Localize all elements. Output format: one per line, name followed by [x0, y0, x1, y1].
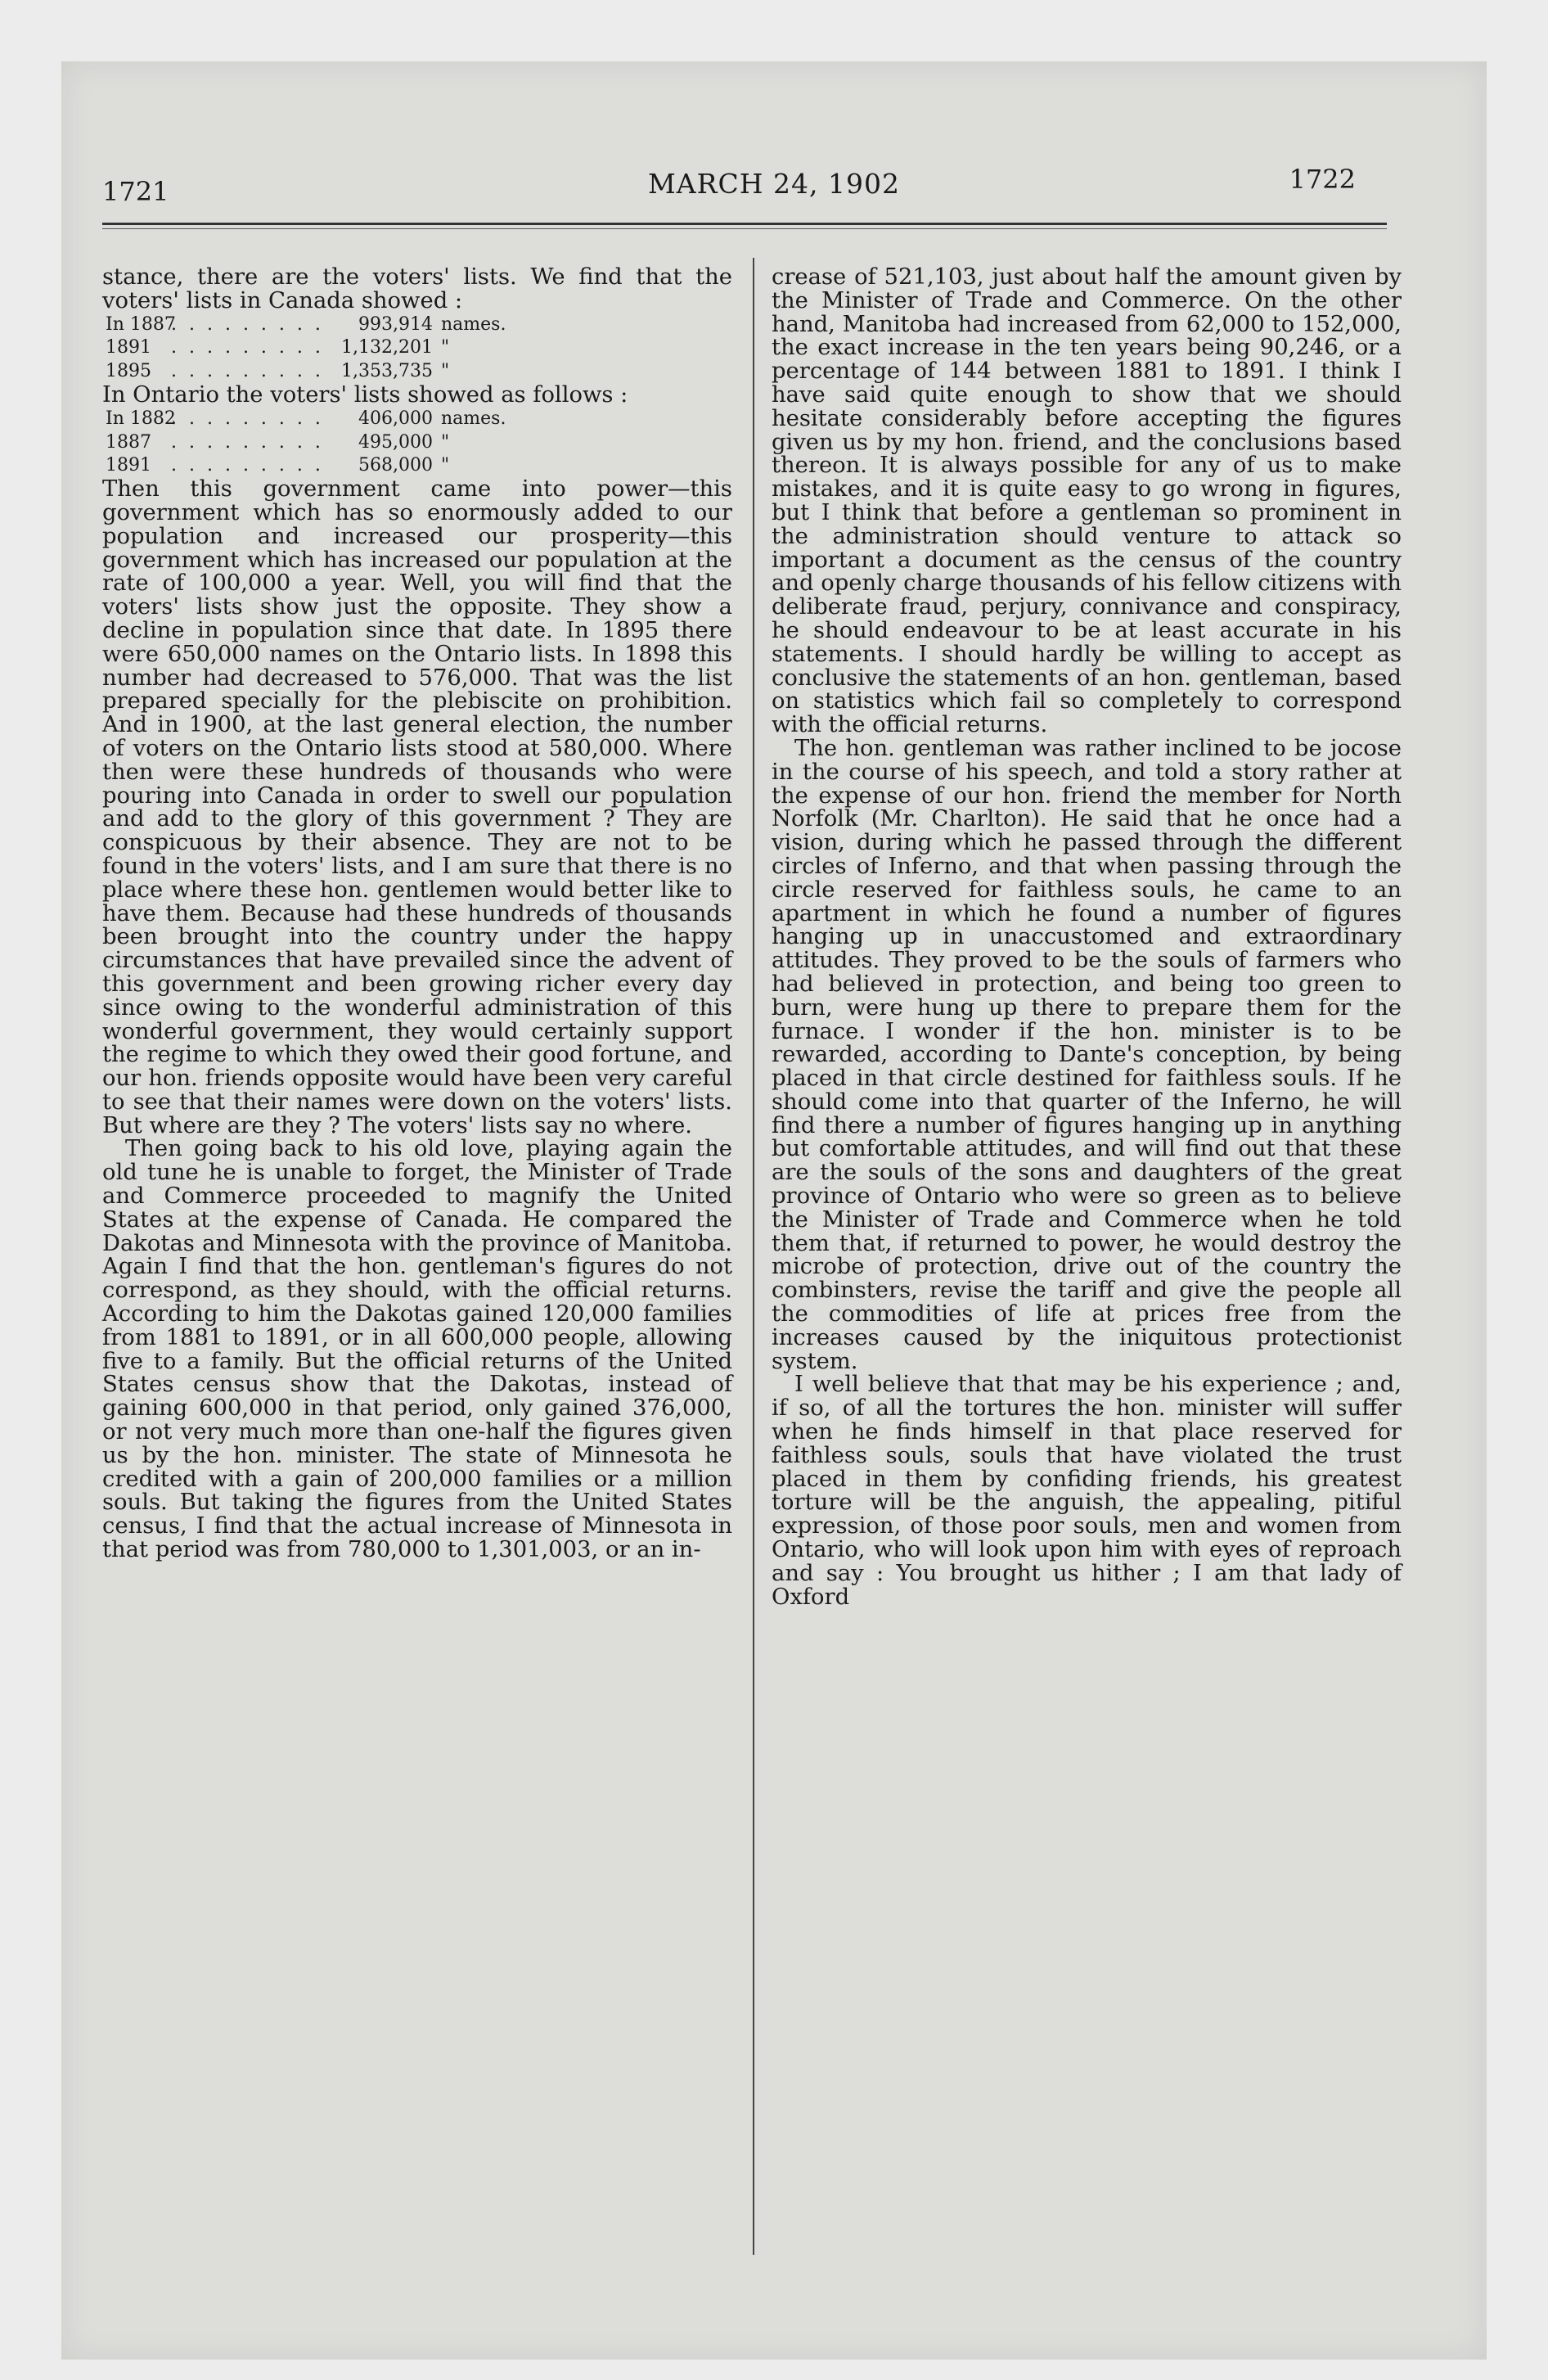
row-year: In 1887 [106, 313, 176, 335]
page-date: MARCH 24, 1902 [648, 168, 900, 200]
right-page-number: 1722 [1289, 164, 1356, 195]
table-row [102, 408, 732, 431]
row-year: 1891 [106, 455, 151, 476]
row-value: 1,132,201 [341, 337, 433, 358]
table-row [102, 454, 732, 478]
column-divider [753, 258, 754, 2255]
row-unit: " [441, 337, 450, 358]
page [61, 61, 1487, 2360]
header-rule [102, 223, 1387, 225]
leader-dots: . . . . . . . . . [171, 313, 324, 335]
table-row [102, 336, 732, 360]
page-header [61, 61, 1487, 225]
row-year: 1887 [106, 431, 151, 453]
row-year: 1891 [106, 337, 151, 358]
header-rule-thin [102, 228, 1387, 229]
right-paragraph-1: crease of 521,103, just about half the amount given by the Minister of Trade and Commerce. On the other hand, Manitoba had increased from 62,000 to 152,000, the exact increase in the ten years being 90,246, or a percentage of 144 between 1881 to 1891. I think I have said quite enough to show that we should hesitate considerably before accepting the figures given us by my hon. friend, and the conclusions based thereon. It is always possible for any of us to make mistakes, and it is quite easy to go wrong in figures, but I think that before a gentleman so prominent in the administration should venture to attack so important a document as the census of the country and openly charge thousands of his fellow citizens with deliberate fraud, perjury, connivance and conspiracy, he should endeavour to be at least accurate in his statements. I should hardly be willing to accept as conclusive the statements of an hon. gentleman, based on statistics which fail so completely to correspond with the official returns. [772, 264, 1402, 738]
row-value: 568,000 [358, 455, 433, 476]
left-paragraph-1: stance, there are the voters' lists. We find that the voters' lists in Canada showed : [102, 264, 732, 313]
left-column [102, 266, 732, 1562]
leader-dots: . . . . . . . . . [171, 337, 324, 358]
row-value: 495,000 [358, 431, 433, 453]
left-page-number: 1721 [102, 176, 169, 207]
row-unit: names. [441, 313, 506, 335]
leader-dots: . . . . . . . . . [171, 361, 324, 382]
right-paragraph-3: I well believe that that may be his experience ; and, if so, of all the tortures the hon. minister will suffer when he finds himself in that place reserved for faithless souls, souls that have violated the trust placed in them by confiding friends, his greatest torture will be the anguish, the appealing, pitiful expression, of those poor souls, men and women from Ontario, who will look upon him with eyes of reproach and say : You brought us hither ; I am that lady of Oxford [772, 1372, 1402, 1610]
leader-dots: . . . . . . . . . [171, 408, 324, 429]
row-year: In 1882 [106, 408, 176, 429]
row-value: 406,000 [358, 408, 433, 429]
ontario-voters-table [102, 408, 732, 478]
table-row [102, 431, 732, 455]
table-row [102, 360, 732, 384]
leader-dots: . . . . . . . . . [171, 455, 324, 476]
right-paragraph-2: The hon. gentleman was rather inclined to be jocose in the course of his speech, and told a story rather at the expense of our hon. friend the member for North Norfolk (Mr. Charlton). He said that he once had a vision, during which he passed through the different circles of Inferno, and that when passing through the circle reserved for faithless souls, he came to an apartment in which he found a number of figures hanging up in unaccustomed and extraordinary attitudes. They proved to be the souls of farmers who had believed in protection, and being too green to burn, were hung up there to prepare them for the furnace. I wonder if the hon. minister is to be rewarded, according to Dante's conception, by being placed in that circle destined for faithless souls. If he should come into that quarter of the Inferno, he will find there a number of figures hanging up in anything but comfortable attitudes, and will find out that these are the souls of the sons and daughters of the great province of Ontario who were so green as to believe the Minister of Trade and Commerce when he told them that, if returned to power, he would destroy the microbe of protection, drive out of the country the combinsters, revise the tariff and give the people all the commodities of life at prices free from the increases caused by the iniquitous protectionist system. [772, 735, 1402, 1374]
row-unit: names. [441, 408, 506, 429]
row-value: 993,914 [358, 313, 433, 335]
row-unit: " [441, 361, 450, 382]
row-unit: " [441, 431, 450, 453]
table-row [102, 313, 732, 337]
left-paragraph-4: Then going back to his old love, playing again the old tune he is unable to forget, the Minister of Trade and Commerce proceeded to magnify the United States at the expense of Canada. He compared the Dakotas and Minnesota with the province of Manitoba. Again I find that the hon. gentleman's figures do not correspond, as they should, with the official returns. According to him the Dakotas gained 120,000 families from 1881 to 1891, or in all 600,000 people, allowing five to a family. But the official returns of the United States census show that the Dakotas, instead of gaining 600,000 in that period, only gained 376,000, or not very much more than one-half the figures given us by the hon. minister. The state of Minnesota he credited with a gain of 200,000 families or a million souls. But taking the figures from the United States census, I find that the actual increase of Minnesota in that period was from 780,000 to 1,301,003, or an in- [102, 1136, 732, 1563]
leader-dots: . . . . . . . . . [171, 431, 324, 453]
canada-voters-table [102, 313, 732, 384]
row-value: 1,353,735 [341, 361, 433, 382]
left-paragraph-2: In Ontario the voters' lists showed as follows : [102, 381, 628, 408]
left-paragraph-3: Then this government came into power—this government which has so enormously added to our population and increased our prosperity—this government which has increased our population at the rate of 100,000 a year. Well, you will find that the voters' lists show just the opposite. They show a decline in population since that date. In 1895 there were 650,000 names on the Ontario lists. In 1898 this number had decreased to 576,000. That was the list prepared specially for the plebiscite on prohibition. And in 1900, at the last general election, the number of voters on the Ontario lists stood at 580,000. Where then were these hundreds of thousands who were pouring into Canada in order to swell our population and add to the glory of this government ? They are conspicuous by their absence. They are not to be found in the voters' lists, and I am sure that there is no place where these hon. gentlemen would better like to have them. Because had these hundreds of thousands been brought into the country under the happy circumstances that have prevailed since the advent of this government and been growing richer every day since owing to the wonderful administration of this wonderful government, they would certainly support the regime to which they owed their good fortune, and our hon. friends opposite would have been very careful to see that their names were down on the voters' lists. But where are they ? The voters' lists say no where. [102, 476, 732, 1138]
row-unit: " [441, 455, 450, 476]
right-column [772, 266, 1402, 1609]
row-year: 1895 [106, 361, 151, 382]
